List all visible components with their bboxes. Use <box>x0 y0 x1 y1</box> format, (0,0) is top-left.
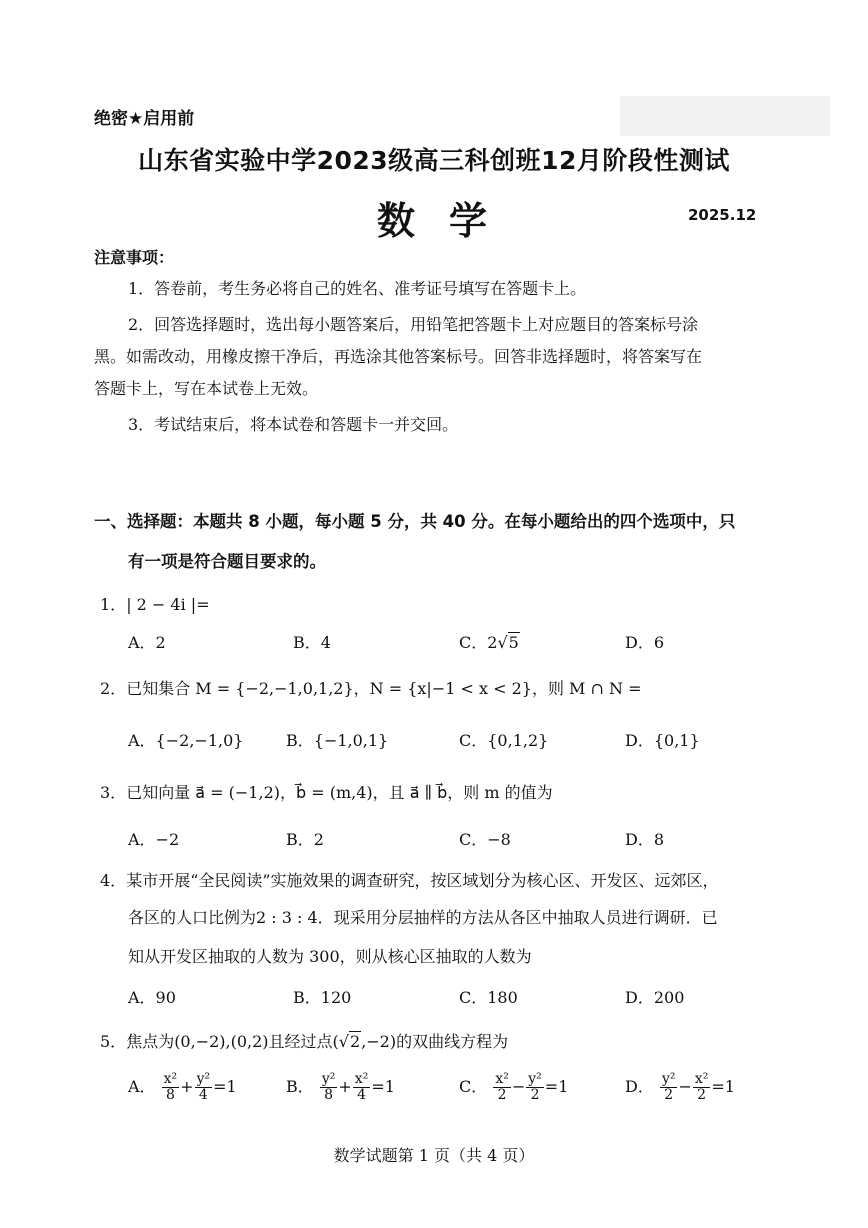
notice-item-2-line-3: 答题卡上，写在本试卷上无效。 <box>94 379 319 398</box>
notice-item-2-line-2: 黑。如需改动，用橡皮擦干净后，再选涂其他答案标号。回答非选择题时，将答案写在 <box>94 347 703 366</box>
notice-item-2-line-1: 2．回答选择题时，选出每小题答案后，用铅笔把答题卡上对应题目的答案标号涂 <box>128 315 699 334</box>
scan-shadow <box>620 96 830 136</box>
q5-option-d: D． $\frac{\text{y²}}{2}$ − $\frac{\text{x²}}{2}$ =1 <box>625 1071 735 1103</box>
q5-option-c: C． $\frac{\text{x²}}{2}$ − $\frac{\text{y²}}{2}$ =1 <box>459 1071 569 1103</box>
question-4-line-3: 知从开发区抽取的人数为 300，则从核心区抽取的人数为 <box>128 947 532 966</box>
question-2: 2．已知集合 M = {−2,−1,0,1,2}，N = {x|−1 < x < 2}，则 M ∩ N = <box>100 679 642 698</box>
q2-option-a: A．{−2,−1,0} <box>128 731 244 750</box>
question-1 <box>100 592 210 615</box>
q3-option-d: D．8 <box>625 830 665 849</box>
q2-option-c: C．{0,1,2} <box>459 731 549 750</box>
q1-option-b: B．4 <box>293 633 331 652</box>
q5-option-b: B． $\frac{\text{y²}}{8}$ + $\frac{\text{x²}}{4}$ =1 <box>286 1071 395 1103</box>
q4-option-a: A．90 <box>128 988 176 1007</box>
q4-option-c: C．180 <box>459 988 518 1007</box>
section-heading-line-1: 一、选择题：本题共 8 小题，每小题 5 分，共 40 分。在每小题给出的四个选项中，只 <box>94 512 736 531</box>
notice-heading: 注意事项： <box>94 248 175 267</box>
question-4-line-2: 各区的人口比例为2 : 3 : 4．现采用分层抽样的方法从各区中抽取人员进行调研．已 <box>128 908 718 927</box>
q1-option-a: A．2 <box>128 633 166 652</box>
notice-item-1: 1．答卷前，考生务必将自己的姓名、准考证号填写在答题卡上。 <box>128 279 587 298</box>
q2-option-d: D．{0,1} <box>625 731 700 750</box>
q3-option-a: A．−2 <box>128 830 180 849</box>
page-footer: 数学试题第 1 页（共 4 页） <box>333 1146 535 1165</box>
question-3: 3．已知向量 a⃗ = (−1,2)，b⃗ = (m,4)，且 a⃗ ∥ b⃗，则 m 的值为 <box>100 783 553 802</box>
q3-option-c: C．−8 <box>459 830 511 849</box>
q4-option-b: B．120 <box>293 988 352 1007</box>
notice-item-3: 3．考试结束后，将本试卷和答题卡一并交回。 <box>128 415 459 434</box>
question-text: | 2 − 4i |= <box>126 595 210 614</box>
question-4-line-1: 4．某市开展“全民阅读”实施效果的调查研究，按区域划分为核心区、开发区、远郊区， <box>100 871 719 890</box>
q2-option-b: B．{−1,0,1} <box>286 731 389 750</box>
question-number: 1． <box>100 595 127 614</box>
q5-option-a: A． $\frac{\text{x²}}{8}$ + $\frac{\text{y²}}{4}$ =1 <box>128 1071 237 1103</box>
q3-option-b: B．2 <box>286 830 324 849</box>
q4-option-d: D．200 <box>625 988 685 1007</box>
section-heading-line-2: 有一项是符合题目要求的。 <box>128 552 326 571</box>
q1-option-d: D．6 <box>625 633 665 652</box>
exam-date: 2025.12 <box>688 206 757 224</box>
question-5: 5．焦点为(0,−2),(0,2)且经过点(√2,−2)的双曲线方程为 <box>100 1032 509 1051</box>
subject-title: 数学 <box>376 199 521 243</box>
confidential-label: 绝密★启用前 <box>94 109 195 129</box>
exam-title: 山东省实验中学2023级高三科创班12月阶段性测试 <box>138 146 730 175</box>
q1-option-c: C．2√5 <box>459 633 519 652</box>
